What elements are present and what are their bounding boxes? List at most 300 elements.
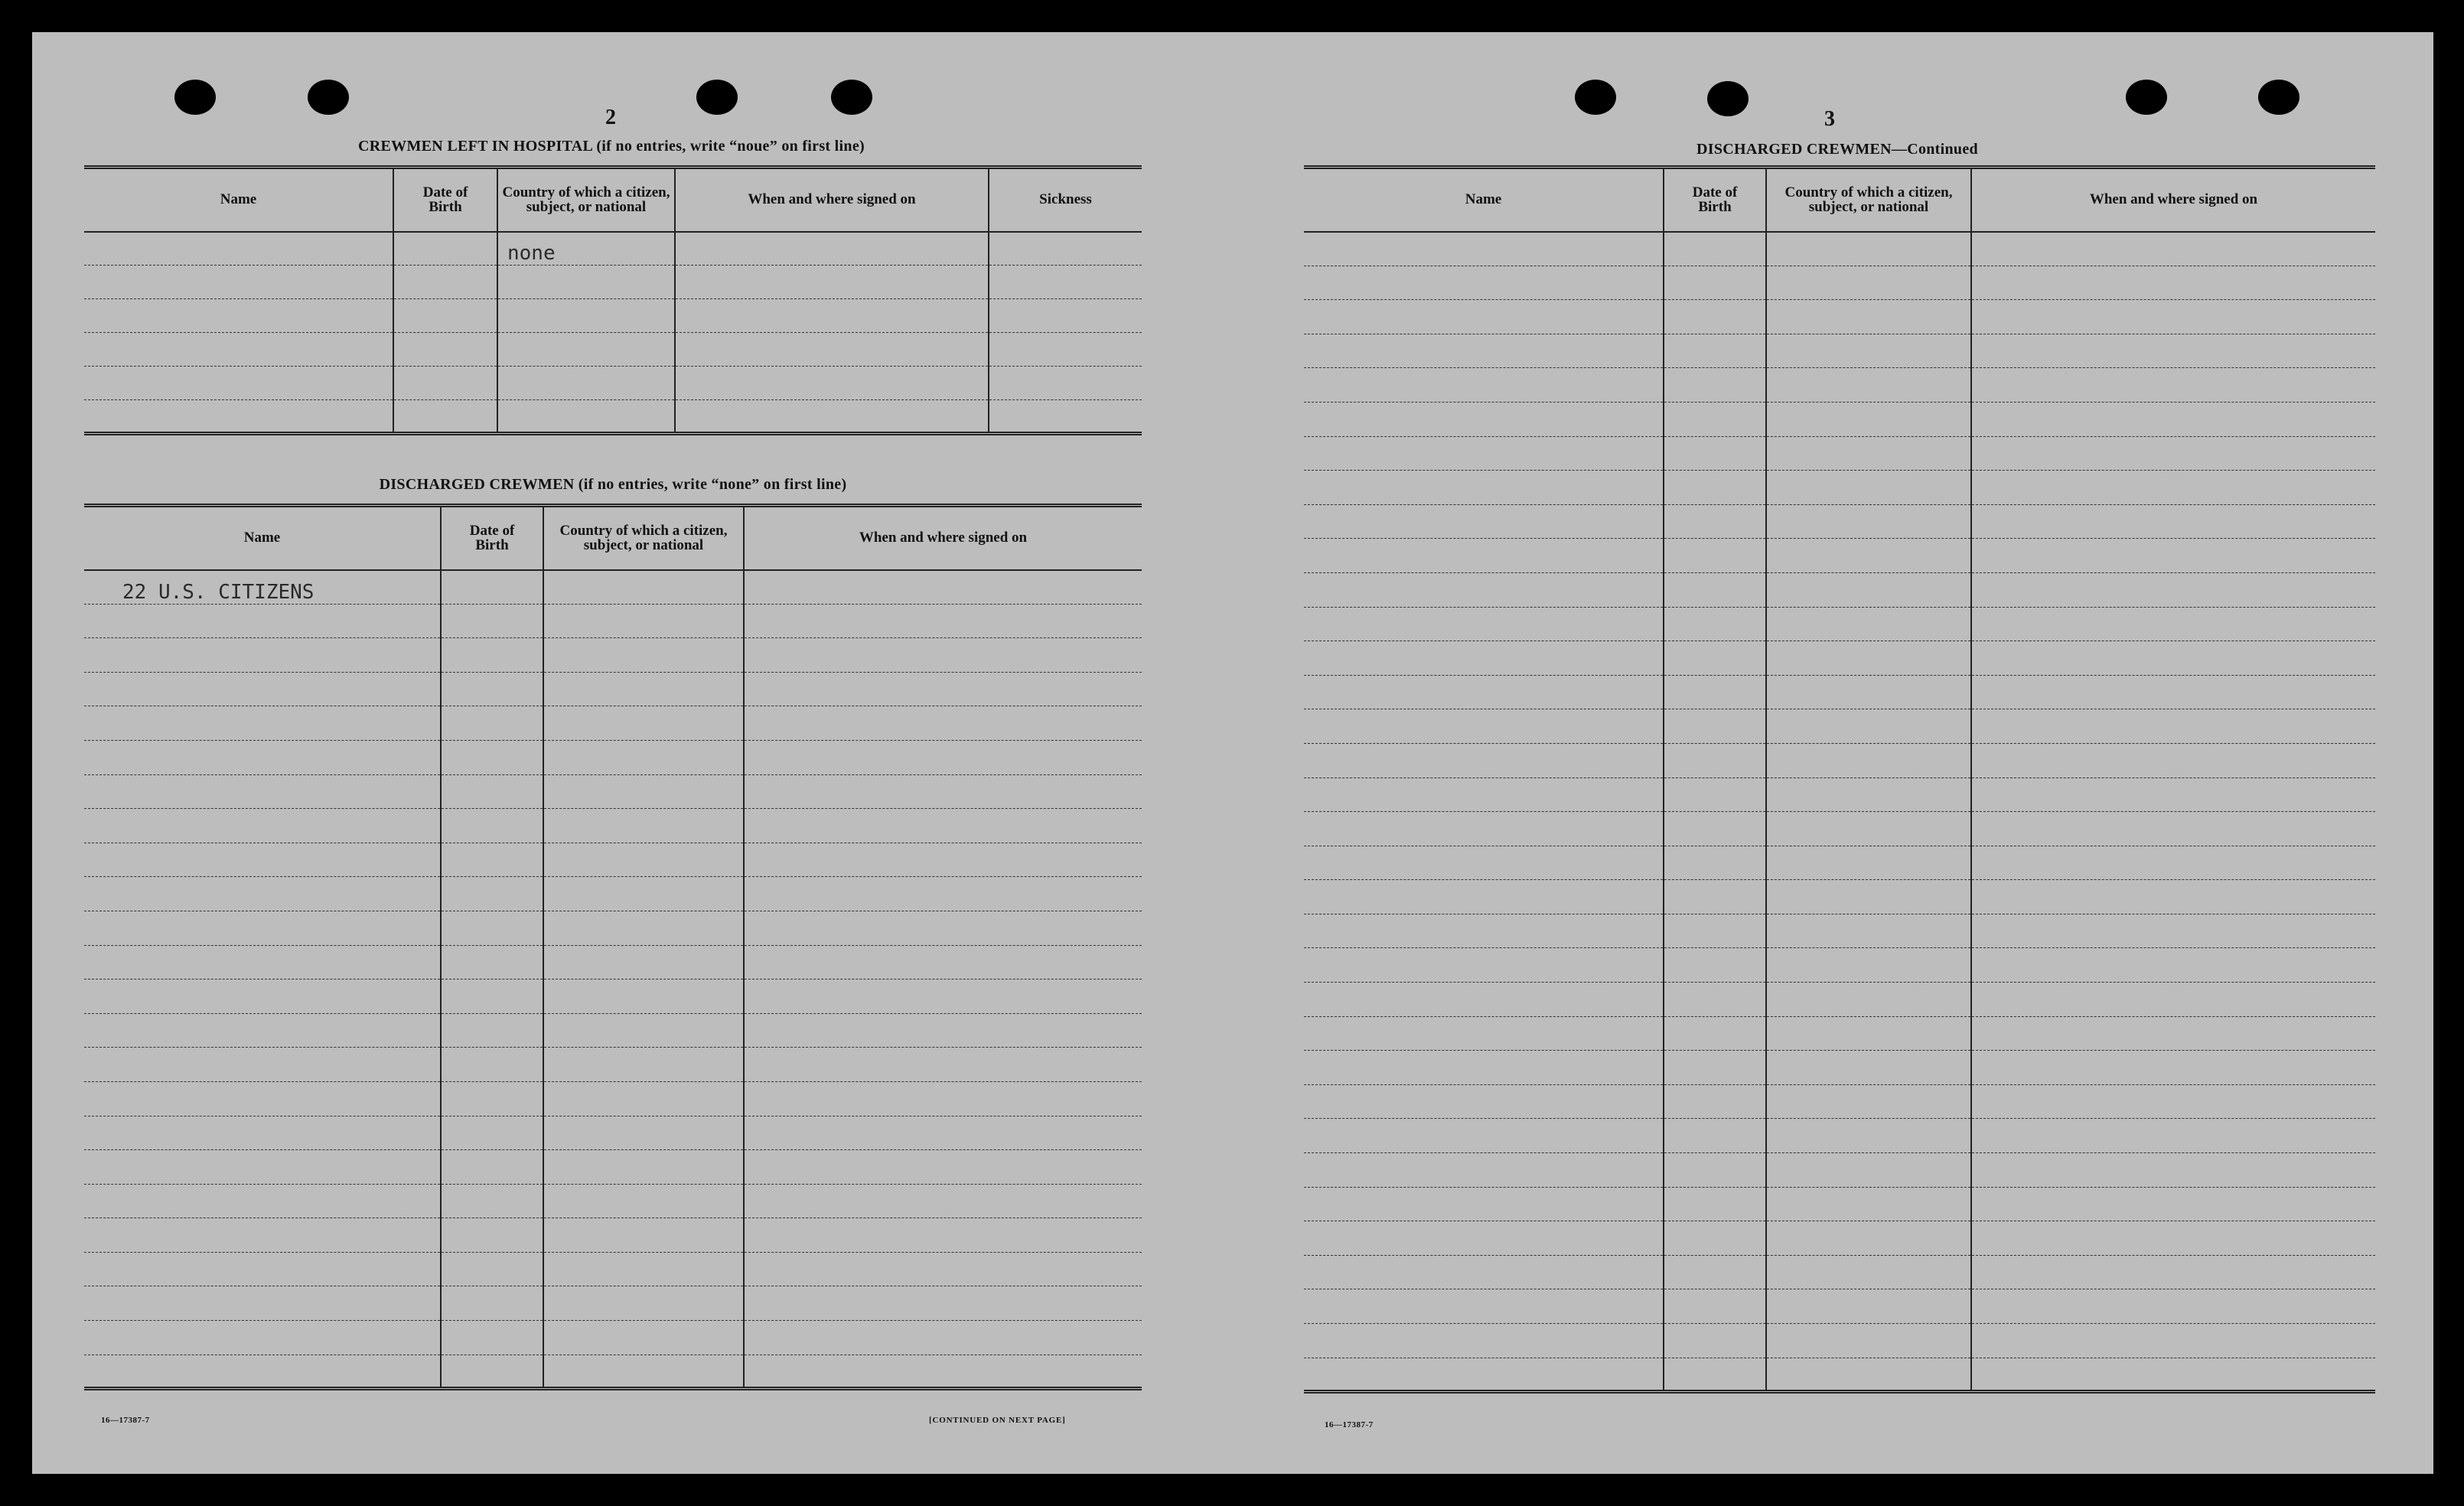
discharged-table (84, 504, 1142, 1390)
table-cell (1664, 1358, 1766, 1392)
table-row (1304, 1187, 2375, 1221)
page-number: 2 (605, 106, 616, 129)
table-cell (441, 1321, 543, 1355)
table-cell (1766, 777, 1971, 812)
table-row (84, 1013, 1142, 1048)
hospital-title-text: CREWMEN LEFT IN HOSPITAL (358, 138, 593, 155)
table-cell (989, 367, 1142, 400)
table-cell (497, 400, 675, 434)
col-header-signed-on: When and where signed on (744, 506, 1142, 570)
table-cell (1766, 675, 1971, 709)
table-cell (1971, 1016, 2375, 1051)
table-cell (1664, 777, 1766, 812)
table-cell (744, 774, 1142, 809)
table-cell (84, 945, 441, 980)
hospital-section-title (84, 138, 1139, 155)
table-row (84, 706, 1142, 741)
table-cell (543, 1218, 744, 1253)
table-cell (1304, 1153, 1664, 1188)
table-cell (1304, 1119, 1664, 1153)
table-cell (1766, 1153, 1971, 1188)
table-cell (441, 604, 543, 638)
table-row (1304, 539, 2375, 573)
col-header-signed-on: When and where signed on (1971, 168, 2375, 232)
discharged-header-row (84, 506, 1142, 570)
continued-note: [CONTINUED ON NEXT PAGE] (929, 1416, 1066, 1425)
table-row (84, 774, 1142, 809)
table-cell (675, 266, 989, 299)
table-cell (1971, 777, 2375, 812)
discharged-title-text: DISCHARGED CREWMEN (379, 476, 575, 493)
table-cell (1664, 1289, 1766, 1324)
col-header-country-text: Country of which a citizen, subject, or national (1784, 184, 1953, 216)
table-cell (1971, 402, 2375, 436)
table-cell (1971, 709, 2375, 744)
table-cell (1304, 368, 1664, 403)
table-cell (1971, 1289, 2375, 1324)
table-cell (744, 570, 1142, 605)
table-cell (1971, 1358, 2375, 1392)
table-cell (1304, 266, 1664, 300)
discharged-continued-title: DISCHARGED CREWMEN—Continued (1696, 141, 1978, 158)
table-cell (1766, 504, 1971, 539)
table-cell (84, 1321, 441, 1355)
table-cell (1766, 641, 1971, 676)
punch-hole (2126, 80, 2167, 115)
table-cell (1971, 743, 2375, 777)
hospital-title-note: (if no entries, write “noue” on first line) (596, 138, 865, 155)
table-cell (1664, 1084, 1766, 1119)
table-row (1304, 1153, 2375, 1188)
table-cell (744, 1184, 1142, 1218)
table-cell (441, 1013, 543, 1048)
table-cell (441, 1048, 543, 1082)
table-cell (84, 672, 441, 706)
table-cell (1971, 471, 2375, 505)
table-cell (1766, 334, 1971, 368)
table-cell (1766, 1324, 1971, 1358)
table-cell (1664, 914, 1766, 948)
table-cell (1304, 334, 1664, 368)
table-cell (1304, 1084, 1664, 1119)
table-row (1304, 846, 2375, 880)
table-cell (1304, 1358, 1664, 1392)
table-row (1304, 983, 2375, 1017)
table-row (84, 980, 1142, 1014)
table-cell (1971, 334, 2375, 368)
table-row (1304, 948, 2375, 983)
table-cell (1971, 846, 2375, 880)
table-row (84, 638, 1142, 673)
table-row (84, 232, 1142, 266)
col-header-country (543, 506, 744, 570)
table-cell (441, 1252, 543, 1286)
hospital-table (84, 165, 1142, 435)
table-cell (1766, 1358, 1971, 1392)
table-cell (1664, 1324, 1766, 1358)
table-row (1304, 1324, 2375, 1358)
table-cell (744, 1150, 1142, 1185)
table-cell (1664, 983, 1766, 1017)
form-code: 16—17387-7 (101, 1416, 150, 1425)
table-cell (84, 980, 441, 1014)
discharged-section-title (84, 476, 1142, 494)
table-cell (1766, 402, 1971, 436)
table-cell (543, 980, 744, 1014)
table-cell (543, 774, 744, 809)
table-cell (1766, 709, 1971, 744)
table-row (84, 672, 1142, 706)
table-cell (441, 945, 543, 980)
table-cell (84, 1184, 441, 1218)
table-cell (543, 1354, 744, 1389)
table-cell (393, 367, 497, 400)
table-cell (1766, 880, 1971, 914)
col-header-date-of-birth (1664, 168, 1766, 232)
table-row (1304, 1221, 2375, 1256)
table-row (1304, 232, 2375, 266)
table-cell (1971, 1324, 2375, 1358)
col-header-date-of-birth-text: Date of Birth (469, 523, 515, 554)
table-row (84, 809, 1142, 843)
punch-hole (2258, 80, 2299, 115)
table-cell: 22 U.S. CITIZENS (84, 570, 441, 605)
table-cell (1766, 914, 1971, 948)
table-row (1304, 641, 2375, 676)
table-cell (744, 945, 1142, 980)
col-header-country-text: Country of which a citizen, subject, or national (559, 523, 728, 554)
table-row (84, 877, 1142, 911)
table-row (1304, 1016, 2375, 1051)
table-row (84, 1116, 1142, 1150)
table-row (84, 570, 1142, 605)
table-cell (1664, 743, 1766, 777)
table-cell (1971, 1153, 2375, 1188)
table-row (1304, 471, 2375, 505)
table-row (84, 1252, 1142, 1286)
table-cell (1304, 572, 1664, 607)
table-cell (1304, 1255, 1664, 1289)
table-cell (543, 604, 744, 638)
table-cell (84, 232, 393, 266)
table-cell (1766, 266, 1971, 300)
table-cell (543, 1184, 744, 1218)
table-row (1304, 402, 2375, 436)
hospital-header-row (84, 168, 1142, 232)
table-row (1304, 812, 2375, 846)
table-cell (1304, 948, 1664, 983)
table-row (1304, 266, 2375, 300)
table-cell (1664, 436, 1766, 471)
table-cell (1766, 846, 1971, 880)
table-cell (1304, 641, 1664, 676)
table-cell (744, 1116, 1142, 1150)
table-cell (1304, 914, 1664, 948)
col-header-name: Name (1465, 191, 1502, 208)
table-row (84, 1218, 1142, 1253)
table-row (1304, 1358, 2375, 1392)
table-cell (675, 333, 989, 367)
table-cell (441, 911, 543, 945)
table-cell (1304, 1289, 1664, 1324)
table-cell (1664, 1255, 1766, 1289)
table-cell (84, 1252, 441, 1286)
table-cell (1971, 266, 2375, 300)
table-cell (1766, 1289, 1971, 1324)
table-cell (1971, 812, 2375, 846)
table-row (84, 1321, 1142, 1355)
table-cell (1766, 1016, 1971, 1051)
table-cell (1971, 1119, 2375, 1153)
table-cell (84, 706, 441, 741)
table-cell (1664, 709, 1766, 744)
table-cell (1664, 300, 1766, 334)
table-cell (989, 299, 1142, 333)
table-row (1304, 1084, 2375, 1119)
table-cell (744, 1048, 1142, 1082)
table-cell (989, 266, 1142, 299)
table-cell (989, 400, 1142, 434)
table-cell (1766, 300, 1971, 334)
table-cell (1766, 812, 1971, 846)
table-cell (1664, 812, 1766, 846)
table-cell (1304, 436, 1664, 471)
table-cell (441, 570, 543, 605)
table-cell (84, 877, 441, 911)
table-cell (1971, 914, 2375, 948)
table-row (84, 400, 1142, 434)
table-cell (84, 1013, 441, 1048)
table-cell: none (497, 232, 675, 266)
table-row (84, 299, 1142, 333)
table-cell (1766, 607, 1971, 641)
table-cell (1766, 572, 1971, 607)
table-cell (84, 809, 441, 843)
table-cell (1304, 1221, 1664, 1256)
table-cell (675, 299, 989, 333)
table-row (1304, 709, 2375, 744)
table-cell (1304, 675, 1664, 709)
table-cell (1304, 539, 1664, 573)
table-cell (1766, 368, 1971, 403)
table-cell (675, 232, 989, 266)
table-cell (744, 604, 1142, 638)
table-cell (1971, 504, 2375, 539)
table-cell (1766, 539, 1971, 573)
table-cell (1971, 572, 2375, 607)
table-cell (744, 911, 1142, 945)
table-cell (1304, 232, 1664, 266)
table-cell (1971, 1221, 2375, 1256)
table-row (1304, 914, 2375, 948)
table-cell (497, 266, 675, 299)
punch-hole (1707, 81, 1749, 116)
table-row (84, 1048, 1142, 1082)
table-cell (84, 638, 441, 673)
table-cell (744, 843, 1142, 877)
table-cell (1304, 846, 1664, 880)
table-cell (1304, 1187, 1664, 1221)
col-header-country (1766, 168, 1971, 232)
table-cell (543, 1321, 744, 1355)
table-cell (441, 740, 543, 774)
table-cell (744, 638, 1142, 673)
table-cell (1971, 1084, 2375, 1119)
table-row (84, 945, 1142, 980)
table-row (84, 266, 1142, 299)
table-cell (543, 638, 744, 673)
punch-hole (308, 80, 349, 115)
table-cell (543, 843, 744, 877)
col-header-date-of-birth-text: Date of Birth (422, 184, 468, 216)
table-cell (1664, 846, 1766, 880)
table-row (1304, 607, 2375, 641)
table-cell (1766, 1119, 1971, 1153)
table-cell (744, 1286, 1142, 1321)
table-row (84, 1150, 1142, 1185)
table-cell (84, 400, 393, 434)
form-sheet (32, 32, 2433, 1474)
table-cell (543, 1150, 744, 1185)
table-cell (1664, 1153, 1766, 1188)
table-cell (84, 911, 441, 945)
table-cell (744, 1252, 1142, 1286)
table-cell (1971, 983, 2375, 1017)
table-cell (1304, 983, 1664, 1017)
table-cell (441, 672, 543, 706)
table-cell (543, 1252, 744, 1286)
table-cell (1971, 641, 2375, 676)
table-cell (84, 266, 393, 299)
table-cell (543, 1286, 744, 1321)
table-cell (84, 1150, 441, 1185)
punch-hole (174, 80, 216, 115)
table-cell (441, 1286, 543, 1321)
table-cell (84, 1081, 441, 1116)
table-cell (1664, 1187, 1766, 1221)
table-cell (543, 1013, 744, 1048)
table-row (1304, 1255, 2375, 1289)
table-cell (1766, 948, 1971, 983)
table-cell (1766, 1221, 1971, 1256)
table-cell (497, 333, 675, 367)
table-row (84, 333, 1142, 367)
table-cell (1971, 436, 2375, 471)
table-cell (393, 299, 497, 333)
table-cell (1664, 539, 1766, 573)
table-row (1304, 777, 2375, 812)
table-cell (441, 1354, 543, 1389)
table-cell (441, 1081, 543, 1116)
table-cell (84, 1354, 441, 1389)
table-cell (744, 706, 1142, 741)
table-cell (84, 1116, 441, 1150)
table-cell (441, 1218, 543, 1253)
table-cell (675, 400, 989, 434)
table-cell (543, 1048, 744, 1082)
table-cell (1664, 1016, 1766, 1051)
table-row (1304, 368, 2375, 403)
table-cell (543, 1116, 744, 1150)
table-cell (441, 638, 543, 673)
table-cell (84, 843, 441, 877)
table-cell (1971, 300, 2375, 334)
table-row (1304, 1051, 2375, 1085)
table-cell (393, 232, 497, 266)
table-cell (543, 1081, 744, 1116)
table-row (84, 911, 1142, 945)
table-cell (84, 1286, 441, 1321)
table-cell (744, 1354, 1142, 1389)
table-row (1304, 880, 2375, 914)
form-code: 16—17387-7 (1325, 1420, 1374, 1429)
table-cell (1766, 232, 1971, 266)
table-cell (1971, 539, 2375, 573)
table-cell (1304, 471, 1664, 505)
table-cell (1304, 709, 1664, 744)
table-cell (543, 672, 744, 706)
table-cell (1664, 368, 1766, 403)
col-header-country-text: Country of which a citizen, subject, or national (502, 184, 670, 216)
punch-hole (831, 80, 872, 115)
table-cell (543, 877, 744, 911)
table-cell (1664, 1051, 1766, 1085)
table-row (84, 367, 1142, 400)
table-cell (543, 740, 744, 774)
table-cell (543, 809, 744, 843)
table-cell (84, 1218, 441, 1253)
table-cell (1766, 743, 1971, 777)
table-cell (1304, 777, 1664, 812)
table-cell (1664, 1221, 1766, 1256)
table-cell (1971, 1255, 2375, 1289)
table-cell (441, 1116, 543, 1150)
table-cell (1304, 880, 1664, 914)
table-cell (441, 706, 543, 741)
table-cell (1766, 1084, 1971, 1119)
table-cell (543, 706, 744, 741)
page-number: 3 (1824, 107, 1835, 131)
table-cell (1664, 572, 1766, 607)
table-cell (744, 1218, 1142, 1253)
table-row (84, 604, 1142, 638)
table-cell (1304, 1016, 1664, 1051)
table-cell (1664, 471, 1766, 505)
table-cell (1304, 607, 1664, 641)
table-cell (1971, 675, 2375, 709)
table-cell (84, 333, 393, 367)
table-cell (441, 980, 543, 1014)
table-cell (1664, 675, 1766, 709)
table-row (1304, 572, 2375, 607)
table-cell (1664, 607, 1766, 641)
right-page (1233, 32, 2433, 1474)
col-header-date-of-birth (441, 506, 543, 570)
table-cell (1304, 300, 1664, 334)
table-cell (1304, 743, 1664, 777)
table-cell (497, 299, 675, 333)
table-cell (543, 911, 744, 945)
table-cell (1766, 1187, 1971, 1221)
col-header-name: Name (243, 530, 281, 546)
table-cell (989, 232, 1142, 266)
col-header-sickness: Sickness (989, 168, 1142, 232)
table-cell (744, 740, 1142, 774)
table-cell (84, 367, 393, 400)
table-row (1304, 1289, 2375, 1324)
table-cell (543, 570, 744, 605)
table-cell (744, 672, 1142, 706)
